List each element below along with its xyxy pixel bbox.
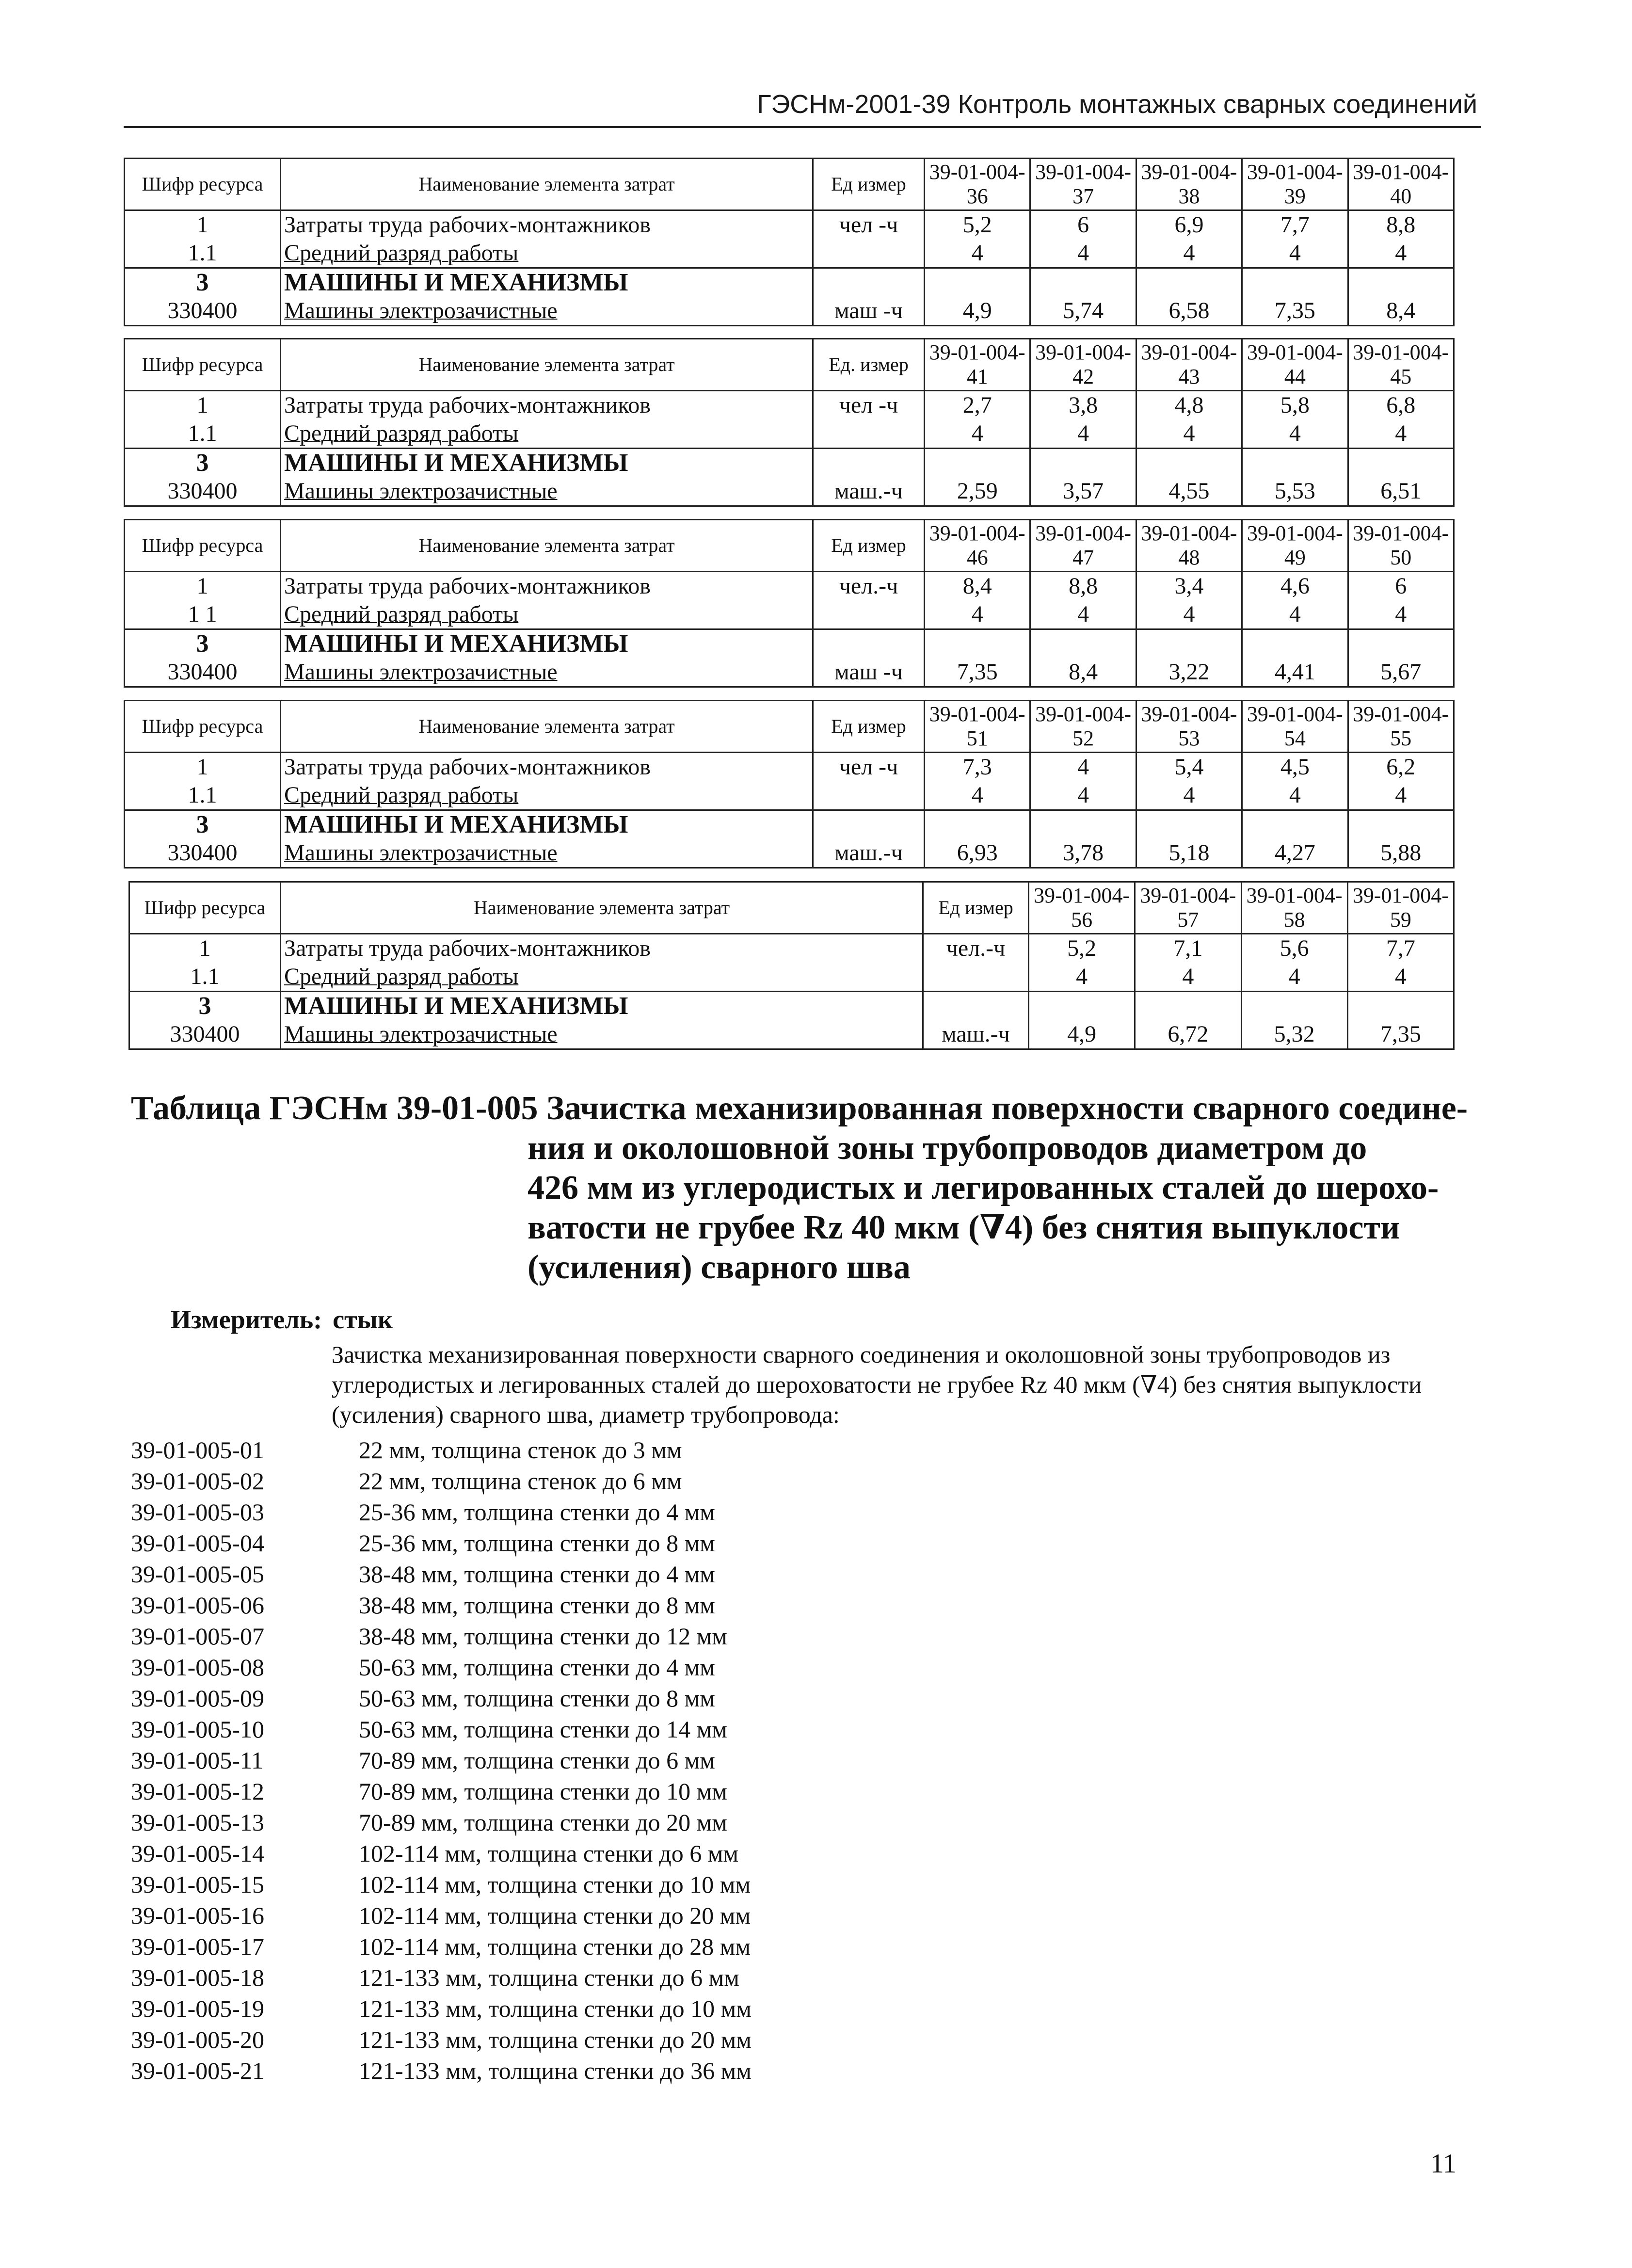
- row-unit: чел -ч: [813, 391, 925, 420]
- row-value: 4: [1348, 781, 1454, 810]
- row-name: Машины электрозачистные: [281, 839, 813, 868]
- header-unit: Ед измер: [923, 882, 1029, 934]
- row-name: МАШИНЫ И МЕХАНИЗМЫ: [281, 992, 923, 1021]
- row-value: 3,78: [1030, 839, 1136, 868]
- header-name: Наименование элемента затрат: [281, 339, 813, 391]
- header-code: Шифр ресурса: [125, 159, 281, 210]
- row-code: 1: [125, 391, 281, 420]
- header-col: 39-01-004-54: [1242, 701, 1348, 753]
- table-row: [129, 963, 1454, 992]
- row-unit: маш.-ч: [813, 477, 925, 506]
- row-unit: [813, 268, 925, 297]
- row-value: [1136, 268, 1242, 297]
- header-col: 39-01-004-52: [1030, 701, 1136, 753]
- row-value: [925, 268, 1030, 297]
- row-value: [1348, 629, 1454, 659]
- row-value: 5,2: [1029, 934, 1135, 963]
- row-value: [1347, 992, 1454, 1021]
- item-text: 121-133 мм, толщина стенки до 36 мм: [359, 2057, 752, 2084]
- row-code: 330400: [125, 477, 281, 506]
- row-value: 6,2: [1348, 753, 1454, 782]
- item-code: 39-01-005-03: [131, 1498, 264, 1526]
- row-code: 3: [125, 629, 281, 659]
- header-title: ГЭСНм-2001-39 Контроль монтажных сварных соединений: [757, 90, 1477, 119]
- table-row: [125, 753, 1454, 782]
- header-unit: Ед измер: [813, 159, 925, 210]
- row-value: 4: [1136, 419, 1242, 449]
- item-code: 39-01-005-21: [131, 2057, 264, 2084]
- item-text: 121-133 мм, толщина стенки до 10 мм: [359, 1995, 752, 2022]
- row-value: 4: [1347, 963, 1454, 992]
- header-unit: Ед измер: [813, 520, 925, 572]
- item-text: 102-114 мм, толщина стенки до 10 мм: [359, 1871, 751, 1898]
- row-code: 330400: [125, 839, 281, 868]
- item-text: 25-36 мм, толщина стенки до 4 мм: [359, 1498, 715, 1526]
- table-row: [125, 419, 1454, 449]
- row-value: 5,53: [1242, 477, 1348, 506]
- row-value: [1348, 810, 1454, 839]
- section-title-line: Таблица ГЭСНм 39-01-005 Зачистка механизированная поверхности сварного соедине-: [131, 1090, 1468, 1127]
- row-name: Средний разряд работы: [281, 600, 813, 629]
- row-value: 4: [1135, 963, 1241, 992]
- list-item: [131, 1714, 1343, 1745]
- row-value: 4: [1348, 419, 1454, 449]
- row-name: Средний разряд работы: [281, 239, 813, 268]
- row-value: 5,67: [1348, 658, 1454, 687]
- row-value: 7,35: [1242, 297, 1348, 326]
- item-code: 39-01-005-16: [131, 1902, 264, 1929]
- row-value: 4: [1242, 600, 1348, 629]
- row-value: 3,22: [1136, 658, 1242, 687]
- header-col: 39-01-004-50: [1348, 520, 1454, 572]
- section-title-line: ватости не грубее Rz 40 мкм (∇4) без снятия выпуклости: [528, 1209, 1400, 1246]
- table-row: [125, 810, 1454, 839]
- row-value: 4: [1029, 963, 1135, 992]
- item-text: 70-89 мм, толщина стенки до 20 мм: [359, 1809, 727, 1836]
- table-row: [125, 449, 1454, 478]
- resource-table-4: [124, 700, 1455, 869]
- header-code: Шифр ресурса: [125, 520, 281, 572]
- list-item: [131, 1652, 1343, 1683]
- row-value: [1030, 268, 1136, 297]
- list-item: [131, 1869, 1343, 1900]
- row-unit: маш.-ч: [923, 1020, 1029, 1049]
- row-unit: маш -ч: [813, 297, 925, 326]
- section-title-line: 426 мм из углеродистых и легированных сталей до шерохо-: [528, 1169, 1439, 1206]
- row-code: 3: [125, 810, 281, 839]
- item-text: 22 мм, толщина стенок до 3 мм: [359, 1436, 682, 1464]
- row-value: 6: [1348, 572, 1454, 601]
- header-name: Наименование элемента затрат: [281, 882, 923, 934]
- list-item: [131, 2055, 1343, 2086]
- header-col: 39-01-004-57: [1135, 882, 1241, 934]
- row-value: 2,7: [925, 391, 1030, 420]
- header-col: 39-01-004-44: [1242, 339, 1348, 391]
- table-row: [125, 629, 1454, 659]
- item-text: 22 мм, толщина стенок до 6 мм: [359, 1467, 682, 1495]
- row-value: 4: [1242, 781, 1348, 810]
- list-item: [131, 2024, 1343, 2055]
- row-unit: [813, 600, 925, 629]
- header-name: Наименование элемента затрат: [281, 701, 813, 753]
- row-value: 7,7: [1347, 934, 1454, 963]
- row-value: 4: [1030, 239, 1136, 268]
- item-code: 39-01-005-01: [131, 1436, 264, 1464]
- row-value: 3,57: [1030, 477, 1136, 506]
- row-value: 6: [1030, 210, 1136, 240]
- table-row: [125, 839, 1454, 868]
- row-value: 5,88: [1348, 839, 1454, 868]
- row-name: Средний разряд работы: [281, 781, 813, 810]
- running-header: [124, 81, 1481, 128]
- header-code: Шифр ресурса: [125, 701, 281, 753]
- row-value: [1030, 810, 1136, 839]
- row-name: Затраты труда рабочих-монтажников: [281, 391, 813, 420]
- row-value: [1136, 810, 1242, 839]
- table-row: [125, 477, 1454, 506]
- table-row: [129, 992, 1454, 1021]
- row-unit: маш.-ч: [813, 839, 925, 868]
- header-code: Шифр ресурса: [129, 882, 281, 934]
- row-value: 4: [925, 419, 1030, 449]
- list-item: [131, 1931, 1343, 1962]
- row-value: 6,8: [1348, 391, 1454, 420]
- row-value: 5,2: [925, 210, 1030, 240]
- row-value: [1242, 810, 1348, 839]
- row-unit: [813, 781, 925, 810]
- resource-table-2: [124, 338, 1455, 507]
- row-value: 5,4: [1136, 753, 1242, 782]
- header-col: 39-01-004-41: [925, 339, 1030, 391]
- row-value: 6,58: [1136, 297, 1242, 326]
- header-col: 39-01-004-48: [1136, 520, 1242, 572]
- row-value: 8,8: [1348, 210, 1454, 240]
- list-item: [131, 1621, 1343, 1652]
- item-text: 102-114 мм, толщина стенки до 20 мм: [359, 1902, 751, 1929]
- row-unit: [813, 810, 925, 839]
- row-value: 3,4: [1136, 572, 1242, 601]
- row-code: 330400: [125, 297, 281, 326]
- header-col: 39-01-004-49: [1242, 520, 1348, 572]
- row-value: 4: [1030, 753, 1136, 782]
- header-unit: Ед. измер: [813, 339, 925, 391]
- row-value: 6,9: [1136, 210, 1242, 240]
- table-row: [125, 391, 1454, 420]
- list-item: [131, 1683, 1343, 1714]
- row-value: [1242, 449, 1348, 478]
- item-code: 39-01-005-18: [131, 1964, 264, 1991]
- header-name: Наименование элемента затрат: [281, 159, 813, 210]
- row-code: 1: [129, 934, 281, 963]
- section-title-line: (усиления) сварного шва: [528, 1249, 911, 1286]
- row-code: 1: [125, 753, 281, 782]
- row-value: [1136, 449, 1242, 478]
- row-value: 6,51: [1348, 477, 1454, 506]
- row-name: Машины электрозачистные: [281, 477, 813, 506]
- row-value: 4: [1136, 239, 1242, 268]
- row-name: Средний разряд работы: [281, 419, 813, 449]
- section-description: Зачистка механизированная поверхности сварного соединения и околошовной зоны трубопроводов из углеродистых и легированных сталей до шероховатости не грубее Rz 40 мкм (∇4) без снятия выпуклости (усиления) сварного шва, диаметр трубопровода:: [332, 1341, 1422, 1428]
- item-code: 39-01-005-10: [131, 1716, 264, 1743]
- row-value: 4,9: [925, 297, 1030, 326]
- row-value: 4: [1136, 781, 1242, 810]
- row-code: 3: [129, 992, 281, 1021]
- header-col: 39-01-004-47: [1030, 520, 1136, 572]
- row-code: 1: [125, 572, 281, 601]
- row-code: 1: [125, 210, 281, 240]
- row-code: 3: [125, 268, 281, 297]
- row-value: 4: [1242, 239, 1348, 268]
- item-code: 39-01-005-19: [131, 1995, 264, 2022]
- row-value: [925, 449, 1030, 478]
- row-value: 4,9: [1029, 1020, 1135, 1049]
- row-unit: маш -ч: [813, 658, 925, 687]
- row-unit: чел -ч: [813, 753, 925, 782]
- table-row: [125, 572, 1454, 601]
- measure-unit: [171, 1304, 393, 1335]
- item-code: 39-01-005-13: [131, 1809, 264, 1836]
- row-code: 330400: [125, 658, 281, 687]
- row-unit: чел.-ч: [813, 572, 925, 601]
- list-item: [131, 1776, 1343, 1807]
- row-unit: чел -ч: [813, 210, 925, 240]
- header-name: Наименование элемента затрат: [281, 520, 813, 572]
- item-text: 102-114 мм, толщина стенки до 28 мм: [359, 1933, 751, 1960]
- header-col: 39-01-004-43: [1136, 339, 1242, 391]
- item-code: 39-01-005-15: [131, 1871, 264, 1898]
- row-value: 7,7: [1242, 210, 1348, 240]
- table-row: [125, 297, 1454, 326]
- row-value: 2,59: [925, 477, 1030, 506]
- item-code: 39-01-005-09: [131, 1685, 264, 1712]
- item-code: 39-01-005-05: [131, 1560, 264, 1588]
- header-col: 39-01-004-40: [1348, 159, 1454, 210]
- row-value: [1135, 992, 1241, 1021]
- item-code: 39-01-005-11: [131, 1747, 264, 1774]
- list-item: [131, 1559, 1343, 1590]
- item-code: 39-01-005-12: [131, 1778, 264, 1805]
- item-text: 102-114 мм, толщина стенки до 6 мм: [359, 1840, 739, 1867]
- row-name: Затраты труда рабочих-монтажников: [281, 934, 923, 963]
- header-col: 39-01-004-39: [1242, 159, 1348, 210]
- list-item: [131, 1496, 1343, 1528]
- row-value: 4: [1030, 419, 1136, 449]
- row-value: 5,32: [1241, 1020, 1347, 1049]
- row-unit: [813, 629, 925, 659]
- header-col: 39-01-004-53: [1136, 701, 1242, 753]
- row-value: 6,72: [1135, 1020, 1241, 1049]
- row-unit: [813, 239, 925, 268]
- measure-label: Измеритель:: [171, 1305, 322, 1334]
- row-value: 5,74: [1030, 297, 1136, 326]
- row-name: Затраты труда рабочих-монтажников: [281, 572, 813, 601]
- row-unit: [923, 963, 1029, 992]
- item-text: 25-36 мм, толщина стенки до 8 мм: [359, 1529, 715, 1557]
- table-row: [129, 934, 1454, 963]
- row-value: 4: [925, 600, 1030, 629]
- row-unit: [923, 992, 1029, 1021]
- header-code: Шифр ресурса: [125, 339, 281, 391]
- table-row: [125, 658, 1454, 687]
- list-item: [131, 1993, 1343, 2024]
- row-value: 5,18: [1136, 839, 1242, 868]
- table-row: [129, 1020, 1454, 1049]
- header-col: 39-01-004-55: [1348, 701, 1454, 753]
- row-name: Машины электрозачистные: [281, 658, 813, 687]
- row-value: [1242, 268, 1348, 297]
- list-item: [131, 1590, 1343, 1621]
- item-code: 39-01-005-17: [131, 1933, 264, 1960]
- item-text: 38-48 мм, толщина стенки до 12 мм: [359, 1623, 727, 1650]
- row-value: [925, 810, 1030, 839]
- row-value: 4,6: [1242, 572, 1348, 601]
- row-value: 4: [1348, 239, 1454, 268]
- row-value: [1030, 629, 1136, 659]
- row-value: 7,3: [925, 753, 1030, 782]
- table-row: [125, 781, 1454, 810]
- item-text: 121-133 мм, толщина стенки до 6 мм: [359, 1964, 739, 1991]
- row-unit: [813, 449, 925, 478]
- header-col: 39-01-004-37: [1030, 159, 1136, 210]
- header-col: 39-01-004-42: [1030, 339, 1136, 391]
- item-code: 39-01-005-14: [131, 1840, 264, 1867]
- row-value: [1348, 449, 1454, 478]
- row-value: 4: [925, 239, 1030, 268]
- row-value: 4: [1241, 963, 1347, 992]
- header-col: 39-01-004-51: [925, 701, 1030, 753]
- measure-value: стык: [333, 1305, 393, 1334]
- row-value: 3,8: [1030, 391, 1136, 420]
- row-value: 5,6: [1241, 934, 1347, 963]
- table-row: [125, 210, 1454, 240]
- row-value: 8,4: [925, 572, 1030, 601]
- row-name: Средний разряд работы: [281, 963, 923, 992]
- header-col: 39-01-004-46: [925, 520, 1030, 572]
- item-text: 38-48 мм, толщина стенки до 8 мм: [359, 1592, 715, 1619]
- item-code: 39-01-005-04: [131, 1529, 264, 1557]
- list-item: [131, 1434, 1343, 1465]
- header-col: 39-01-004-36: [925, 159, 1030, 210]
- row-unit: [813, 419, 925, 449]
- item-text: 70-89 мм, толщина стенки до 10 мм: [359, 1778, 727, 1805]
- row-value: 4,8: [1136, 391, 1242, 420]
- item-code: 39-01-005-20: [131, 2026, 264, 2053]
- list-item: [131, 1838, 1343, 1869]
- row-value: [1241, 992, 1347, 1021]
- table-row: [125, 239, 1454, 268]
- row-value: [1348, 268, 1454, 297]
- list-item: [131, 1962, 1343, 1993]
- header-col: 39-01-004-38: [1136, 159, 1242, 210]
- row-code: 1 1: [125, 600, 281, 629]
- resource-table-5: [128, 881, 1455, 1050]
- row-value: 4: [1030, 781, 1136, 810]
- resource-table-3: [124, 519, 1455, 688]
- header-col: 39-01-004-45: [1348, 339, 1454, 391]
- row-name: Затраты труда рабочих-монтажников: [281, 753, 813, 782]
- row-name: МАШИНЫ И МЕХАНИЗМЫ: [281, 629, 813, 659]
- list-item: [131, 1528, 1343, 1559]
- row-name: МАШИНЫ И МЕХАНИЗМЫ: [281, 268, 813, 297]
- row-name: Машины электрозачистные: [281, 297, 813, 326]
- row-value: 4: [1136, 600, 1242, 629]
- item-code: 39-01-005-08: [131, 1654, 264, 1681]
- header-col: 39-01-004-59: [1347, 882, 1454, 934]
- section-title-line: ния и околошовной зоны трубопроводов диаметром до: [528, 1129, 1367, 1167]
- header-unit: Ед измер: [813, 701, 925, 753]
- row-value: 4: [1242, 419, 1348, 449]
- row-value: 4: [925, 781, 1030, 810]
- row-code: 1.1: [125, 239, 281, 268]
- resource-table-1: [124, 158, 1455, 326]
- row-value: 7,1: [1135, 934, 1241, 963]
- row-value: 8,4: [1030, 658, 1136, 687]
- table-row: [125, 268, 1454, 297]
- row-value: 4: [1030, 600, 1136, 629]
- row-value: 4,55: [1136, 477, 1242, 506]
- row-value: [1242, 629, 1348, 659]
- list-item: [131, 1807, 1343, 1838]
- row-value: [925, 629, 1030, 659]
- item-text: 50-63 мм, толщина стенки до 14 мм: [359, 1716, 727, 1743]
- header-col: 39-01-004-58: [1241, 882, 1347, 934]
- section-title: [131, 1089, 1469, 1287]
- row-code: 1.1: [129, 963, 281, 992]
- item-list: [131, 1434, 1343, 2086]
- table-row: [125, 600, 1454, 629]
- item-text: 121-133 мм, толщина стенки до 20 мм: [359, 2026, 752, 2053]
- list-item: [131, 1465, 1343, 1496]
- row-value: [1029, 992, 1135, 1021]
- item-text: 38-48 мм, толщина стенки до 4 мм: [359, 1560, 715, 1588]
- row-value: 7,35: [1347, 1020, 1454, 1049]
- row-value: [1030, 449, 1136, 478]
- row-value: 4,41: [1242, 658, 1348, 687]
- row-code: 3: [125, 449, 281, 478]
- item-code: 39-01-005-06: [131, 1592, 264, 1619]
- row-value: 4: [1348, 600, 1454, 629]
- item-code: 39-01-005-07: [131, 1623, 264, 1650]
- header-col: 39-01-004-56: [1029, 882, 1135, 934]
- row-code: 330400: [129, 1020, 281, 1049]
- row-code: 1.1: [125, 781, 281, 810]
- item-text: 70-89 мм, толщина стенки до 6 мм: [359, 1747, 715, 1774]
- item-text: 50-63 мм, толщина стенки до 4 мм: [359, 1654, 715, 1681]
- row-name: МАШИНЫ И МЕХАНИЗМЫ: [281, 810, 813, 839]
- row-code: 1.1: [125, 419, 281, 449]
- row-value: 5,8: [1242, 391, 1348, 420]
- page-number: 11: [1430, 2149, 1456, 2179]
- row-value: 7,35: [925, 658, 1030, 687]
- row-name: Машины электрозачистные: [281, 1020, 923, 1049]
- list-item: [131, 1745, 1343, 1776]
- row-value: 8,8: [1030, 572, 1136, 601]
- row-value: 4,27: [1242, 839, 1348, 868]
- item-code: 39-01-005-02: [131, 1467, 264, 1495]
- row-value: [1136, 629, 1242, 659]
- row-value: 8,4: [1348, 297, 1454, 326]
- list-item: [131, 1900, 1343, 1931]
- row-value: 6,93: [925, 839, 1030, 868]
- row-name: Затраты труда рабочих-монтажников: [281, 210, 813, 240]
- item-text: 50-63 мм, толщина стенки до 8 мм: [359, 1685, 715, 1712]
- row-unit: чел.-ч: [923, 934, 1029, 963]
- row-value: 4,5: [1242, 753, 1348, 782]
- row-name: МАШИНЫ И МЕХАНИЗМЫ: [281, 449, 813, 478]
